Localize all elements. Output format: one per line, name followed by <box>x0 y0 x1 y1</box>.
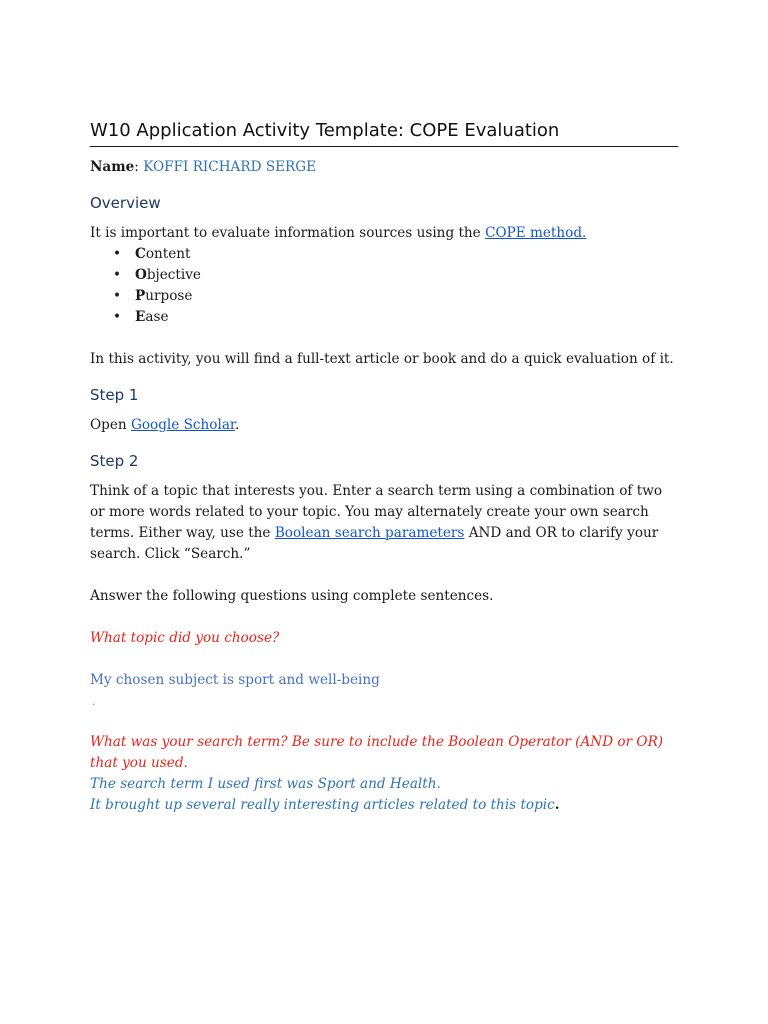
cope-item-purpose <box>113 286 678 307</box>
question-search-term: What was your search term? Be sure to include the Boolean Operator (AND or OR) that you used. <box>90 734 664 771</box>
step2-heading: Step 2 <box>90 452 139 470</box>
step2-text-before: Think of a topic that interests you. Enter a search term using a combination of two or more words related to your topic. You may alternately create your own search terms. Either way, use the <box>90 483 663 541</box>
cope-item-objective <box>113 265 678 286</box>
name-line <box>90 157 678 178</box>
step1-text-after: . <box>234 417 240 433</box>
document-title: W10 Application Activity Template: COPE Evaluation <box>90 118 678 147</box>
cope-letter: C <box>135 246 146 262</box>
name-label: Name <box>90 159 135 175</box>
cope-word: ontent <box>145 246 191 262</box>
cope-letter: O <box>135 267 147 283</box>
cope-letter: E <box>135 309 146 325</box>
bullet-icon: • <box>113 309 122 325</box>
bullet-icon: • <box>113 288 122 304</box>
answer-articles-period: . <box>554 797 560 813</box>
step2-text <box>90 481 678 565</box>
overview-intro <box>90 223 678 244</box>
answer-topic: My chosen subject is sport and well-being <box>90 672 380 688</box>
step1-text-before: Open <box>90 417 131 433</box>
step1-text <box>90 415 678 436</box>
google-scholar-link[interactable]: Google Scholar <box>130 417 235 433</box>
cope-word: urpose <box>145 288 193 304</box>
name-separator: : <box>134 159 139 175</box>
cope-list <box>90 244 678 328</box>
question-topic: What topic did you choose? <box>90 630 280 646</box>
answer-search-term: The search term I used first was Sport and Health. <box>90 776 441 792</box>
cope-item-content <box>113 244 678 265</box>
boolean-search-link[interactable]: Boolean search parameters <box>274 525 465 541</box>
step1-heading: Step 1 <box>90 386 139 404</box>
answer-articles <box>90 795 678 816</box>
activity-description: In this activity, you will find a full-text article or book and do a quick evaluation of it. <box>90 351 674 367</box>
cope-word: ase <box>145 309 169 325</box>
name-value: KOFFI RICHARD SERGE <box>143 159 317 175</box>
document-body <box>90 118 678 816</box>
cope-method-link[interactable]: COPE method. <box>485 225 587 241</box>
overview-intro-text: It is important to evaluate information sources using the <box>90 225 486 241</box>
step2-text-after: AND and OR to clarify your search. Click “Search.” <box>90 525 659 562</box>
answer-articles-text: It brought up several really interesting articles related to this topic <box>90 797 555 813</box>
cope-word: bjective <box>146 267 201 283</box>
bullet-icon: • <box>113 246 122 262</box>
step2-instructions: Answer the following questions using complete sentences. <box>90 588 494 604</box>
cope-item-ease <box>113 307 678 328</box>
answer-topic-dot: . <box>92 695 96 708</box>
cope-letter: P <box>135 288 146 304</box>
overview-heading: Overview <box>90 194 161 212</box>
bullet-icon: • <box>113 267 122 283</box>
